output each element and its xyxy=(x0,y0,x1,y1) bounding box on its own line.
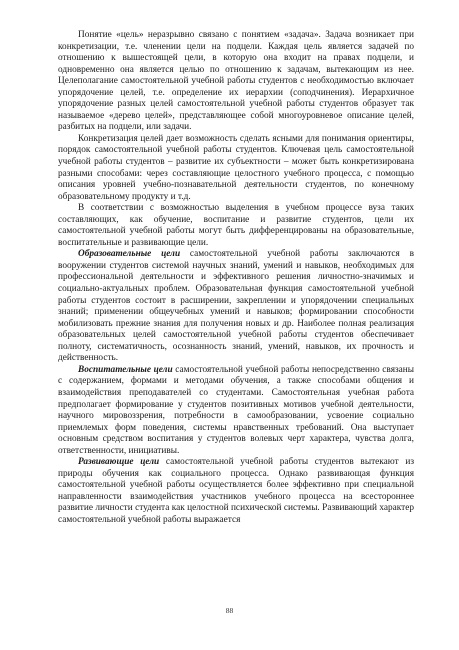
term-upbringing-goals: Воспитательные цели xyxy=(78,364,173,375)
paragraph-text: самостоятельной учебной работы непосредственно связаны с содержанием, формами и методами обучения, а также способами общения и взаимодействия преподавателей со студентами. Самостоятельная учебная работа предполагает формирование у студентов позитивных мотивов учебной деятельности, научного мировоззрения, потребности в самообразовании, усвоение социально приемлемых форм поведения, системы нравственных требований. Она выступает основным средством воспитания у студентов волевых черт характера, чувства долга, ответственности, инициативы. xyxy=(58,364,414,456)
paragraph-text: самостоятельной учебной работы студентов вытекают из природы обучения как социального процесса. Однако развивающая функция самостоятельной учебной работы осуществляется более эффективно при специальной направленности взаимодействия участников учебного процесса на всестороннее развитие личности студента как целостной психической системы. Развивающий характер самостоятельной учебной работы выражается xyxy=(58,457,414,525)
paragraph-goal-and-task xyxy=(58,30,414,134)
paragraph-text: Конкретизация целей дает возможность сделать ясными для понимания ориентиры, порядок самостоятельной учебной работы студентов. Ключевая цель самостоятельной учебной работы студентов – развитие их субъектности – может быть конкретизирована разными способами: через составляющие целостного учебного процесса, с помощью описания уровней учебно-познавательной деятельности студентов, по конечному образовательному продукту и т.д. xyxy=(58,133,414,202)
term-educational-goals: Образовательные цели xyxy=(78,249,181,260)
page-body xyxy=(58,30,414,527)
term-developmental-goals: Развивающие цели xyxy=(78,457,160,468)
paragraph-text: Понятие «цель» неразрывно связано с понятием «задача». Задача возникает при конкретизации, т.е. членении цели на подцели. Каждая цель является задачей по отношению к вышестоящей цели, в которую она входит на правах подцели, и одновременно она является целью по отношению к задачам, вытекающим из нее. Целеполагание самостоятельной учебной работы студентов с необходимостью включает упорядочение целей, т.е. определение их иерархии (соподчинения). Иерархичное упорядочение разных целей самостоятельной учебной работы студентов образует так называемое «дерево целей», представляющее собой многоуровневое описание целей, разбитых на подцели, или задачи. xyxy=(58,30,414,133)
paragraph-goal-concretization xyxy=(58,134,414,203)
page-number: 88 xyxy=(225,606,234,615)
paragraph-text: В соответствии с возможностью выделения в учебном процессе вуза таких составляющих, как обучение, воспитание и развитие студентов, цели их самостоятельной учебной работы могут быть дифференцированы на образовательные, воспитательные и развивающие цели. xyxy=(58,203,414,248)
paragraph-text: самостоятельной учебной работы заключаются в вооружении студентов системой научных знаний, умений и навыков, необходимых для профессиональной деятельности и эффективного решения личностно-значимых и социально-актуальных проблем. Образовательная функция самостоятельной учебной работы студентов состоит в расширении, закреплении и упорядочении специальных знаний; применении общеучебных умений и навыков; формировании способности мобилизовать прежние знания для получения новых и др. Наиболее полная реализация образовательных целей самостоятельной учебной работы студентов обеспечивает полноту, систематичность, осознанность знаний, умений, навыков, их прочность и действенность. xyxy=(58,249,414,364)
paragraph-developmental-goals xyxy=(58,457,414,526)
paragraph-upbringing-goals xyxy=(58,365,414,457)
paragraph-educational-goals xyxy=(58,249,414,364)
paragraph-goal-differentiation xyxy=(58,203,414,249)
